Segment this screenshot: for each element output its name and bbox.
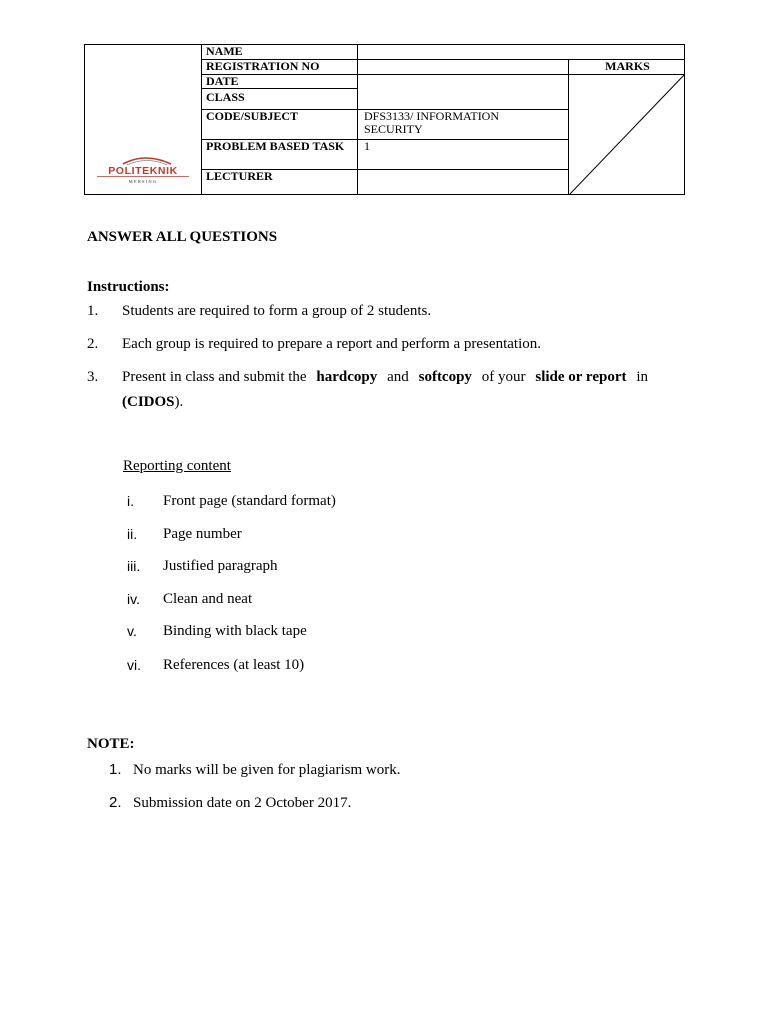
list-item: Front page (standard format) bbox=[163, 493, 336, 509]
note-item: No marks will be given for plagiarism work. bbox=[133, 762, 401, 778]
instructions-title: Instructions: bbox=[87, 279, 170, 295]
list-number: ii. bbox=[127, 526, 138, 542]
instruction-part: and bbox=[383, 369, 413, 385]
softcopy-emphasis: softcopy bbox=[418, 369, 472, 385]
list-number: iv. bbox=[127, 591, 140, 607]
date-label: DATE bbox=[206, 74, 239, 88]
table-divider bbox=[357, 45, 358, 194]
page-heading: ANSWER ALL QUESTIONS bbox=[87, 229, 278, 245]
instruction-text: Each group is required to prepare a report and perform a presentation. bbox=[122, 336, 541, 352]
instruction-part: of your bbox=[478, 369, 530, 385]
instruction-number: 1. bbox=[87, 303, 99, 319]
politeknik-logo bbox=[93, 152, 193, 186]
instruction-text: Students are required to form a group of 2 students. bbox=[122, 303, 432, 319]
table-divider bbox=[201, 88, 357, 89]
list-item: Page number bbox=[163, 526, 242, 542]
list-item: References (at least 10) bbox=[163, 657, 305, 673]
header-table bbox=[84, 44, 685, 195]
instruction-text bbox=[122, 368, 648, 386]
registration-label: REGISTRATION NO bbox=[206, 59, 320, 73]
code-subject-label: CODE/SUBJECT bbox=[206, 109, 299, 123]
list-item: Binding with black tape bbox=[163, 623, 307, 639]
lecturer-label: LECTURER bbox=[206, 169, 273, 183]
list-number: v. bbox=[127, 623, 137, 639]
list-item: Justified paragraph bbox=[163, 558, 278, 574]
instruction-part: in bbox=[632, 369, 648, 385]
logo-subtext: MERSING bbox=[128, 179, 158, 184]
cidos-emphasis: (CIDOS bbox=[122, 394, 175, 410]
list-number: vi. bbox=[127, 657, 141, 673]
code-subject-value: DFS3133/ INFORMATION SECURITY bbox=[364, 109, 500, 136]
logo-text: POLITEKNIK bbox=[108, 165, 178, 177]
note-title: NOTE: bbox=[87, 736, 135, 752]
marks-box-slash bbox=[569, 74, 685, 195]
list-number: i. bbox=[127, 493, 134, 509]
note-item: Submission date on 2 October 2017. bbox=[133, 795, 352, 811]
note-number: 1. bbox=[109, 761, 122, 778]
instruction-part: ). bbox=[174, 394, 184, 410]
instruction-part: Present in class and submit the bbox=[122, 369, 311, 385]
reporting-content-title: Reporting content bbox=[123, 458, 231, 474]
hardcopy-emphasis: hardcopy bbox=[316, 369, 378, 385]
name-label: NAME bbox=[206, 44, 243, 58]
list-number: iii. bbox=[127, 558, 141, 574]
instruction-text-continued bbox=[122, 393, 183, 411]
problem-based-task-value: 1 bbox=[364, 139, 370, 153]
problem-based-task-label: PROBLEM BASED TASK bbox=[206, 139, 345, 153]
instruction-number: 3. bbox=[87, 369, 99, 385]
list-item: Clean and neat bbox=[163, 591, 253, 607]
marks-label: MARKS bbox=[605, 59, 650, 73]
note-number: 2. bbox=[109, 794, 122, 811]
instruction-number: 2. bbox=[87, 336, 99, 352]
table-divider bbox=[201, 45, 202, 194]
class-label: CLASS bbox=[206, 90, 245, 104]
slide-report-emphasis: slide or report bbox=[535, 369, 627, 385]
